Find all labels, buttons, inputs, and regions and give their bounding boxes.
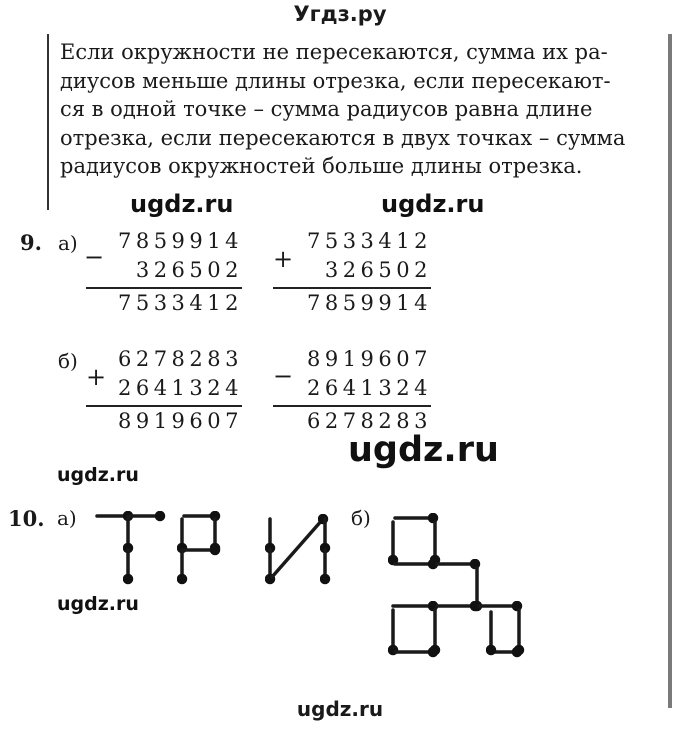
plus-sign: + — [86, 363, 107, 391]
matchstick-letter-i — [270, 519, 325, 579]
operand-top: 7533412 — [306, 229, 432, 253]
part-label: а) — [58, 231, 78, 255]
operand-bottom: 2641324 — [306, 376, 432, 400]
matchstick-letter-r — [182, 516, 215, 579]
matchstick-squares-figure — [393, 518, 519, 652]
paragraph-line: диусов меньше длины отрезка, если пересекают- — [60, 68, 611, 93]
result: 7533412 — [117, 291, 243, 315]
task-number: 10. — [8, 506, 45, 531]
paragraph-line: Если окружности не пересекаются, сумма их ра- — [60, 40, 608, 64]
matchstick-letter-t — [97, 516, 160, 579]
paragraph-line: радиусов окружностей больше длины отрезка. — [60, 154, 583, 178]
operand-bottom: 326502 — [324, 258, 432, 282]
watermark: ugdz.ru — [57, 593, 139, 615]
site-header: Угдз.ру — [293, 2, 387, 26]
operand-top: 7859914 — [117, 229, 243, 253]
minus-sign: − — [273, 362, 294, 390]
watermark: ugdz.ru — [381, 190, 485, 218]
operand-bottom: 2641324 — [117, 376, 243, 400]
operand-top: 8919607 — [306, 347, 432, 371]
watermark: ugdz.ru — [57, 464, 139, 486]
minus-sign: − — [84, 243, 105, 271]
plus-sign: + — [273, 245, 294, 273]
paragraph-line: ся в одной точке – сумма радиусов равна длине — [60, 97, 593, 121]
part-label: а) — [57, 506, 77, 530]
part-label: б) — [58, 349, 78, 373]
result: 7859914 — [306, 291, 432, 315]
task-number: 9. — [20, 230, 42, 255]
paragraph-line: отрезка, если пересекаются в двух точках – сумма — [60, 125, 626, 150]
watermark: ugdz.ru — [348, 430, 499, 470]
result: 8919607 — [117, 409, 243, 433]
result: 6278283 — [306, 409, 432, 433]
watermark: ugdz.ru — [130, 190, 234, 218]
operand-top: 6278283 — [117, 347, 243, 371]
site-footer: ugdz.ru — [296, 697, 384, 721]
part-label: б) — [351, 506, 371, 530]
operand-bottom: 326502 — [135, 258, 243, 282]
